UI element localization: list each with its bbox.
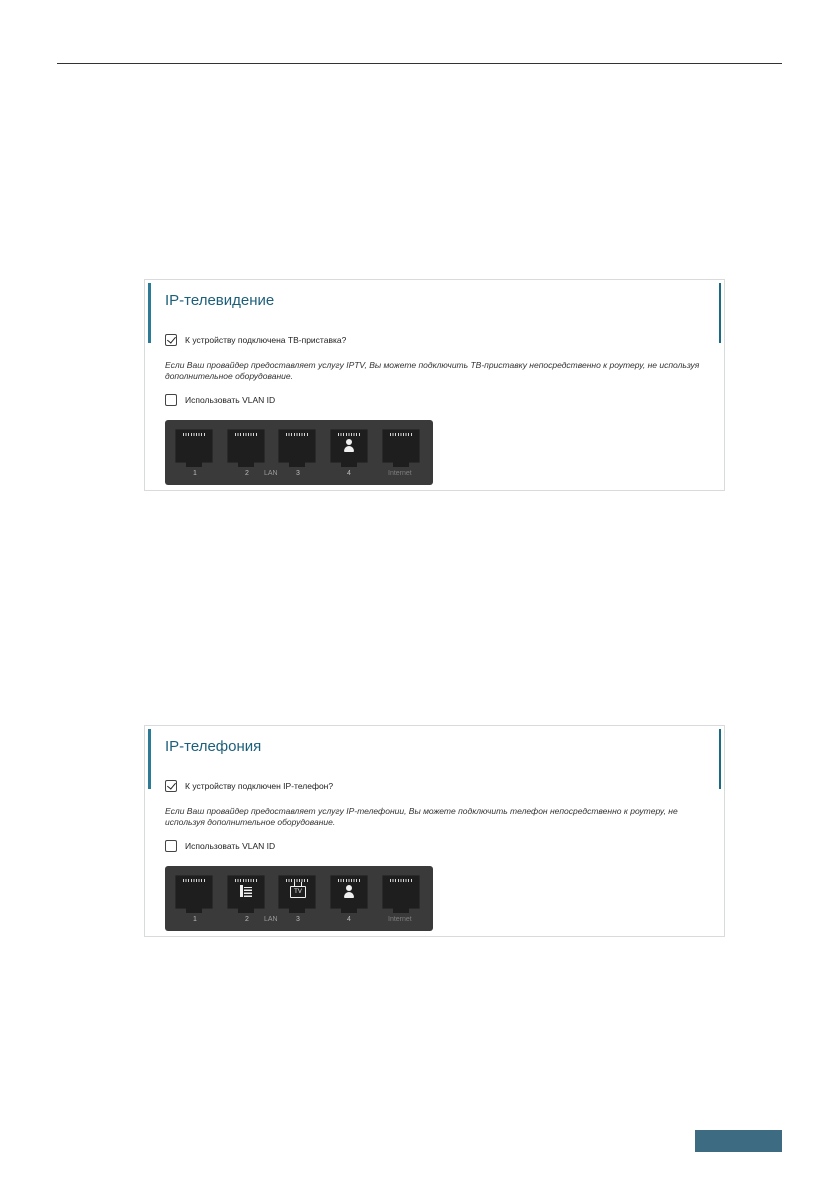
iptv-port-label-2: 2 xyxy=(245,470,249,477)
voip-port-lan1[interactable] xyxy=(175,875,213,909)
voip-panel xyxy=(144,725,725,937)
voip-phone-checkbox-label: К устройству подключен IP-телефон? xyxy=(185,781,334,791)
voip-phone-checkbox-row[interactable] xyxy=(165,780,333,792)
voip-vlan-checkbox-label: Использовать VLAN ID xyxy=(185,841,276,851)
voip-vlan-checkbox-row[interactable] xyxy=(165,840,275,852)
voip-port-label-1: 1 xyxy=(193,916,197,923)
voip-port-lan3[interactable] xyxy=(278,875,316,909)
iptv-stb-checkbox[interactable] xyxy=(165,334,177,346)
iptv-port-lan2[interactable] xyxy=(227,429,265,463)
iptv-stb-checkbox-label: К устройству подключена ТВ-приставка? xyxy=(185,335,347,345)
iptv-port-lan3[interactable] xyxy=(278,429,316,463)
iptv-vlan-checkbox[interactable] xyxy=(165,394,177,406)
iptv-vlan-checkbox-row[interactable] xyxy=(165,394,275,406)
iptv-port-lan4[interactable] xyxy=(330,429,368,463)
voip-port-lan2[interactable] xyxy=(227,875,265,909)
user-icon xyxy=(344,439,354,453)
voip-description: Если Ваш провайдер предоставляет услугу IP-телефонии, Вы можете подключить телефон непосредственно к роутеру, не используя дополнительное оборудование. xyxy=(165,806,678,827)
top-rule xyxy=(57,63,782,64)
voip-lan-label: LAN xyxy=(264,916,278,923)
user-icon xyxy=(344,885,354,899)
iptv-port-lan1[interactable] xyxy=(175,429,213,463)
page-number-tab xyxy=(695,1130,782,1152)
voip-port-lan4[interactable] xyxy=(330,875,368,909)
voip-port-internet[interactable] xyxy=(382,875,420,909)
phone-icon xyxy=(240,885,252,897)
voip-port-panel xyxy=(165,866,433,931)
voip-phone-checkbox[interactable] xyxy=(165,780,177,792)
iptv-panel xyxy=(144,279,725,491)
tv-icon: TV xyxy=(290,886,306,898)
iptv-internet-label: Internet xyxy=(388,470,412,477)
iptv-port-label-4: 4 xyxy=(347,470,351,477)
iptv-title: IP-телевидение xyxy=(165,292,275,309)
iptv-port-label-3: 3 xyxy=(296,470,300,477)
voip-port-label-2: 2 xyxy=(245,916,249,923)
iptv-stb-checkbox-row[interactable] xyxy=(165,334,346,346)
voip-internet-label: Internet xyxy=(388,916,412,923)
voip-title: IP-телефония xyxy=(165,738,262,755)
voip-port-label-4: 4 xyxy=(347,916,351,923)
iptv-port-panel xyxy=(165,420,433,485)
iptv-vlan-checkbox-label: Использовать VLAN ID xyxy=(185,395,276,405)
iptv-port-label-1: 1 xyxy=(193,470,197,477)
iptv-port-internet[interactable] xyxy=(382,429,420,463)
iptv-lan-label: LAN xyxy=(264,470,278,477)
voip-port-label-3: 3 xyxy=(296,916,300,923)
iptv-description: Если Ваш провайдер предоставляет услугу IPTV, Вы можете подключить ТВ-приставку непосредственно к роутеру, не используя дополнительное оборудование. xyxy=(165,360,700,381)
voip-vlan-checkbox[interactable] xyxy=(165,840,177,852)
